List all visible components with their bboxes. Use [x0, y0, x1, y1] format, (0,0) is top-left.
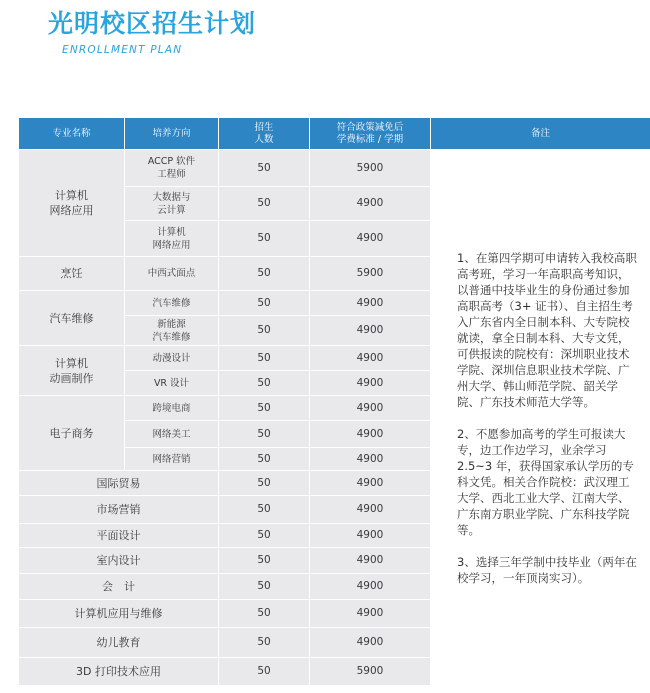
major-cell: 幼儿教育 — [19, 628, 219, 658]
fee-cell: 5900 — [310, 257, 431, 291]
note-paragraph: 1、在第四学期可申请转入我校高职高考班，学习一年高职高考知识，以普通中技毕业生的身份通过参加高职高考（3+ 证书）、自主招生考入广东省内全日制本科、大专院校就读，拿全日制本科、大专文凭，可供报读的院校有：深圳职业技术学院、深圳信息职业技术学院、广州大学、韩山师范学院、韶关学院、广东技术师范大学等。 — [457, 250, 637, 409]
header-major: 专业名称 — [19, 118, 125, 150]
major-cell: 平面设计 — [19, 524, 219, 548]
quota-cell: 50 — [219, 548, 310, 574]
major-cell: 汽车维修 — [19, 291, 125, 346]
fee-cell: 4900 — [310, 421, 431, 448]
header-note: 备注 — [431, 118, 650, 150]
page-subtitle: ENROLLMENT PLAN — [62, 44, 183, 56]
fee-cell: 4900 — [310, 371, 431, 396]
quota-cell: 50 — [219, 346, 310, 371]
header-fee: 符合政策减免后 学费标准 / 学期 — [310, 118, 431, 150]
direction-cell: 网络美工 — [125, 421, 219, 448]
table-header-row — [19, 118, 650, 150]
direction-cell: 汽车维修 — [125, 291, 219, 316]
fee-cell: 4900 — [310, 291, 431, 316]
note-paragraph: 2、不愿参加高考的学生可报读大专，边工作边学习，业余学习 2.5~3 年，获得国家承认学历的专科文凭。相关合作院校：武汉理工大学、西北工业大学、江南大学、广东南方职业学院、广东科技学院等。 — [457, 426, 634, 537]
fee-cell: 4900 — [310, 524, 431, 548]
header-direction: 培养方向 — [125, 118, 219, 150]
quota-cell: 50 — [219, 524, 310, 548]
quota-cell: 50 — [219, 396, 310, 421]
fee-cell: 4900 — [310, 574, 431, 600]
major-cell: 烹饪 — [19, 257, 125, 291]
fee-cell: 4900 — [310, 187, 431, 221]
direction-cell: 中西式面点 — [125, 257, 219, 291]
major-cell: 计算机 网络应用 — [19, 150, 125, 257]
direction-cell: VR 设计 — [125, 371, 219, 396]
major-cell: 计算机应用与维修 — [19, 600, 219, 628]
major-cell: 3D 打印技术应用 — [19, 658, 219, 686]
direction-cell: ACCP 软件 工程师 — [125, 150, 219, 187]
fee-cell: 4900 — [310, 548, 431, 574]
fee-cell: 4900 — [310, 396, 431, 421]
direction-cell: 跨境电商 — [125, 396, 219, 421]
page-title: 光明校区招生计划 — [48, 9, 257, 38]
direction-cell: 动漫设计 — [125, 346, 219, 371]
quota-cell: 50 — [219, 221, 310, 257]
quota-cell: 50 — [219, 421, 310, 448]
major-cell: 电子商务 — [19, 396, 125, 471]
fee-cell: 4900 — [310, 628, 431, 658]
quota-cell: 50 — [219, 291, 310, 316]
major-cell: 市场营销 — [19, 496, 219, 524]
fee-cell: 5900 — [310, 658, 431, 686]
fee-cell: 4900 — [310, 316, 431, 346]
note-paragraph: 3、选择三年学制中技毕业（两年在校学习，一年顶岗实习）。 — [457, 554, 637, 585]
header-quota: 招生 人数 — [219, 118, 310, 150]
quota-cell: 50 — [219, 257, 310, 291]
fee-cell: 4900 — [310, 346, 431, 371]
quota-cell: 50 — [219, 471, 310, 496]
major-cell: 计算机 动画制作 — [19, 346, 125, 396]
major-cell: 国际贸易 — [19, 471, 219, 496]
notes-cell — [431, 150, 650, 686]
fee-cell: 4900 — [310, 221, 431, 257]
quota-cell: 50 — [219, 448, 310, 471]
fee-cell: 4900 — [310, 471, 431, 496]
fee-cell: 4900 — [310, 600, 431, 628]
quota-cell: 50 — [219, 628, 310, 658]
quota-cell: 50 — [219, 371, 310, 396]
enrollment-table — [18, 117, 650, 686]
fee-cell: 4900 — [310, 448, 431, 471]
quota-cell: 50 — [219, 316, 310, 346]
fee-cell: 5900 — [310, 150, 431, 187]
quota-cell: 50 — [219, 187, 310, 221]
direction-cell: 计算机 网络应用 — [125, 221, 219, 257]
quota-cell: 50 — [219, 574, 310, 600]
quota-cell: 50 — [219, 600, 310, 628]
major-cell: 会 计 — [19, 574, 219, 600]
direction-cell: 新能源 汽车维修 — [125, 316, 219, 346]
major-cell: 室内设计 — [19, 548, 219, 574]
direction-cell: 大数据与 云计算 — [125, 187, 219, 221]
quota-cell: 50 — [219, 658, 310, 686]
quota-cell: 50 — [219, 150, 310, 187]
quota-cell: 50 — [219, 496, 310, 524]
direction-cell: 网络营销 — [125, 448, 219, 471]
fee-cell: 4900 — [310, 496, 431, 524]
table-row — [19, 150, 650, 187]
